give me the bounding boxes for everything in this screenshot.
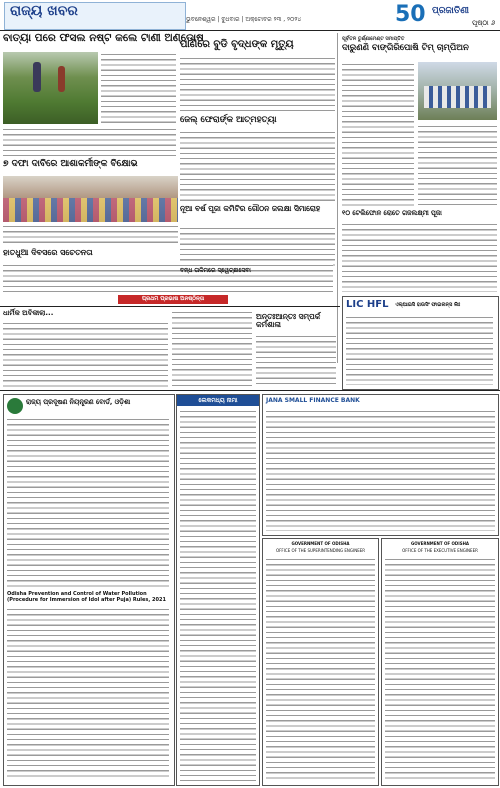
- gov-tender-1-sub: OFFICE OF THE SUPERINTENDING ENGINEER: [275, 548, 366, 553]
- page-number: ପୃଷ୍ଠା ୬: [472, 19, 496, 27]
- lic-name: ଏଲ୍‌ଆଇସି ହାଉସିଂ ଫାଇନାନ୍ସ ଲିଃ: [395, 302, 461, 308]
- gov-tender-2-text: [385, 557, 495, 781]
- lead-headline: ବାତ୍ୟା ପରେ ଫସଲ ନଷ୍ଟ କଲେ ଟାଣୀ ଅଣ୍ଡୋଷ: [3, 32, 204, 44]
- masthead-rule: [0, 30, 500, 31]
- pollution-notice: [3, 394, 175, 786]
- legal-notice-text: [180, 409, 256, 781]
- demands-body-text: [3, 224, 178, 246]
- committee-body-text: [180, 226, 335, 266]
- dharmiki-headline: ଧାର୍ମିକ ଅବିକୀଲା...: [3, 309, 54, 317]
- person-figure: [33, 62, 41, 92]
- legal-notice-title: ଲେକମଧ୍ୟ ନାମା: [177, 395, 259, 406]
- pollution-rules-title: Odisha Prevention and Control of Water Pollution (Procedure for Immersion of Idol after Puja) Rules, 2021: [7, 591, 166, 603]
- team-members: [424, 86, 491, 108]
- gov-tender-1: [262, 538, 379, 786]
- second-body-text: [180, 56, 335, 114]
- masthead: [0, 0, 500, 30]
- crowd: [3, 198, 178, 222]
- protest-photo: [3, 176, 178, 222]
- right-kicker: ପୂର୍ବତନ ତୁର୍ଣ୍ଣାମେଣ୍ଟ ସମାପ୍ତିତ: [342, 36, 405, 42]
- lead-body-text-continued: [3, 127, 176, 157]
- jana-bank-logo: JANA SMALL FINANCE BANK: [266, 397, 360, 404]
- legal-notice: [176, 394, 260, 786]
- gov-tender-2: [381, 538, 499, 786]
- pollution-board-logo: [7, 398, 23, 414]
- lic-table: [346, 315, 493, 385]
- section-title: ରାଜ୍ୟ ଖବର: [10, 3, 78, 19]
- campaign-body-text: [256, 334, 336, 387]
- jana-bank-table: [266, 409, 495, 531]
- second-headline: ପାଣିରେ ବୁଡି ବୃଦ୍ଧଙ୍କ ମୃତ୍ୟୁ: [180, 39, 294, 50]
- team-photo: [418, 62, 497, 120]
- column-rule: [337, 33, 338, 363]
- right-body-text-2: [418, 124, 497, 207]
- right-mid-body: [342, 222, 497, 292]
- center-body-text: [172, 310, 252, 387]
- jail-headline: ଜେଲ୍ ଫେରାର୍ଙ୍କ ଆତ୍ମହତ୍ୟା: [180, 115, 277, 125]
- gov-tender-2-title: GOVERNMENT OF ODISHA: [410, 541, 470, 546]
- person-figure: [58, 66, 65, 92]
- section-rule-2: [0, 390, 500, 391]
- red-banner-strip: ପ୍ରଥମ ପ୍ରଭାଷ ଅନଷ୍ଠିନ୍ତା: [118, 295, 228, 304]
- dateline: ଭୁବନେଶ୍ୱର | ବୁଧବାର | ଅକ୍ଟୋବର ୨୩ , ୨୦୨୪: [186, 16, 302, 23]
- seven-demands-headline: ୭ ଦଫା ଦାବିରେ ଆଶାକର୍ମୀଙ୍କ ବିକ୍ଷୋଭ: [3, 159, 138, 169]
- committee-headline: ନୂଆ ବର୍ଷ ପୂଜା କମିଟିର ଗୌଠନ ଜଲକ୍ଷା ସିମାରୋହ: [180, 204, 321, 213]
- lic-logo: LIC HFL: [346, 299, 389, 310]
- anniversary-badge: 50: [395, 2, 426, 27]
- section-rule: [0, 306, 340, 307]
- paper-name: ପ୍ରଜାତିଣୀ: [432, 6, 470, 16]
- lic-ad: [342, 296, 499, 390]
- gov-tender-1-title: GOVERNMENT OF ODISHA: [291, 541, 350, 546]
- right-mid-headline-2: ୧୦ ଟେଲିଫୋନ ରୋତେ ଗଜଲକ୍ଷ୍ମୀ ପୂଜା: [342, 209, 442, 217]
- dharmiki-body-text: [3, 321, 168, 387]
- gov-tender-1-text: [266, 557, 375, 781]
- pollution-notice-text: [7, 417, 169, 587]
- right-mid-headline-1: ବନ୍ଧ ତାଳିମରେ ସ୍ୱେଚ୍ଛାସେବା: [180, 267, 251, 274]
- campaign-headline: ଅନ୍ତଃଆନ୍ତଃ ସମ୍ପର୍କ କର୍ମଶାଳା: [256, 312, 321, 329]
- jail-body-text: [180, 130, 335, 202]
- right-headline: ଦାରୁଣଣି ବାଙ୍ଗିରିପୋଷି ଟିମ୍ ଚାମ୍ପିଅନ: [342, 43, 469, 53]
- handwash-headline: ହାତଧୁଆ ଦିବସରେ ସଚେତନତା: [3, 248, 93, 257]
- pollution-rules-text: [7, 607, 169, 777]
- right-body-text-1: [342, 62, 414, 207]
- gov-tender-2-sub: OFFICE OF THE EXECUTIVE ENGINEER: [402, 548, 478, 553]
- jana-bank-ad: [262, 394, 499, 536]
- pollution-board-title: ରାଜ୍ୟ ପ୍ରଦୂଷଣ ନିୟନ୍ତ୍ରଣ ବୋର୍ଡ, ଓଡ଼ିଶା: [26, 398, 131, 406]
- farm-photo: [3, 52, 98, 124]
- lead-body-text: [101, 52, 176, 124]
